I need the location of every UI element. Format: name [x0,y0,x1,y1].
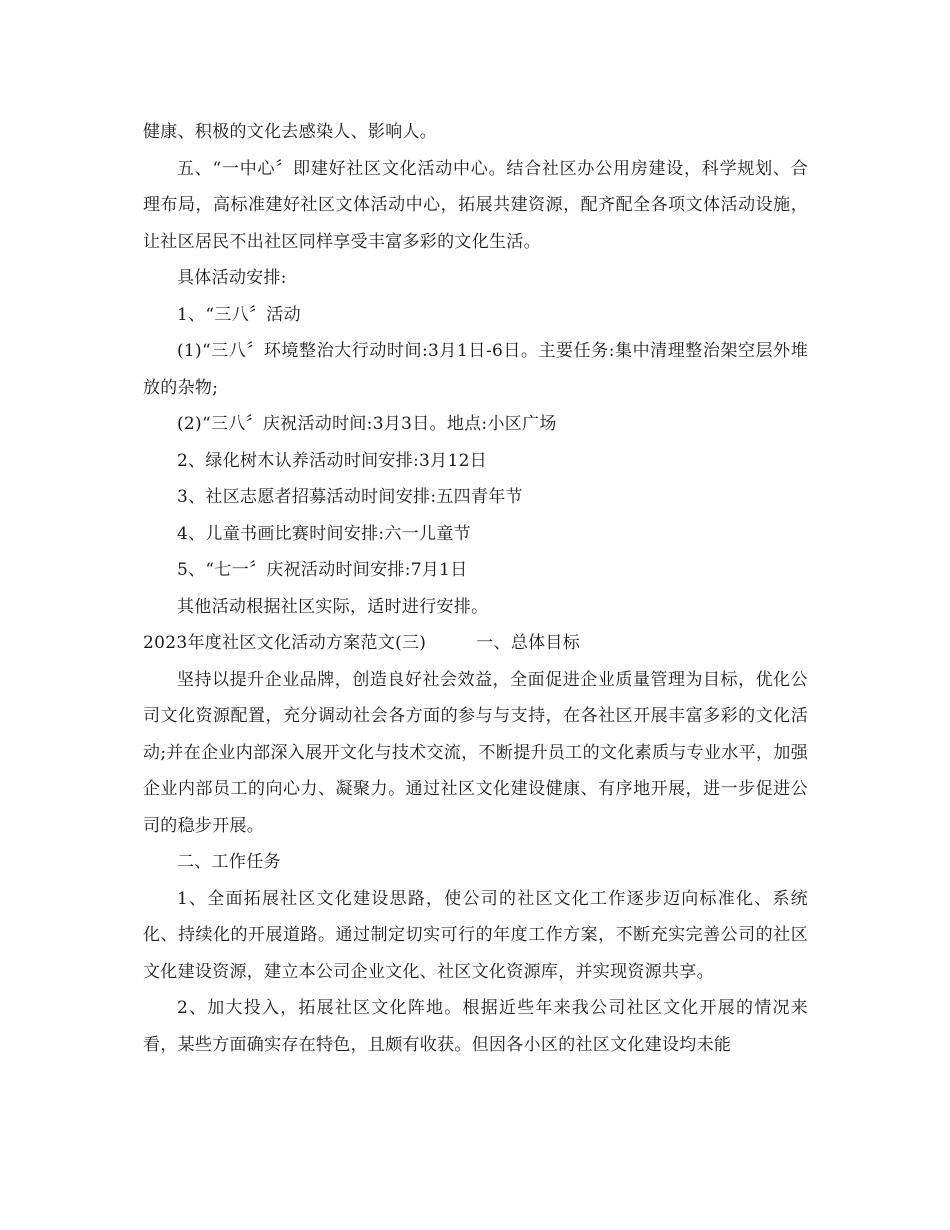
paragraph-activity-schedule-heading: 具体活动安排: [177,268,287,288]
paragraph-task-two: 2、加大投入，拓展社区文化阵地。根据近些年来我公司社区文化开展的情况来看，某些方面确实存在特色，且颇有收获。但因各小区的社区文化建设均未能 [143,998,808,1055]
section-title-overall-goal: 一、总体目标 [476,633,581,653]
document-title: 2023年度社区文化活动方案范文(三) [143,633,427,653]
list-item-celebration: (2)“三八〞庆祝活动时间:3月3日。地点:小区广场 [177,414,557,434]
paragraph-task-one: 1、全面拓展社区文化建设思路，使公司的社区文化工作逐步迈向标准化、系统化、持续化的开展道路。通过制定切实可行的年度工作方案，不断充实完善公司的社区文化建设资源，建立本公司企业文化、社区文化资源库，并实现资源共享。 [143,888,808,982]
list-item-july-first: 5、“七一〞庆祝活动时间安排:7月1日 [177,560,468,580]
list-item-environment-cleanup: (1)“三八〞环境整治大行动时间:3月1日-6日。主要任务:集中清理整治架空层外堆放的杂物; [143,341,808,398]
paragraph-continuation: 健康、积极的文化去感染人、影响人。 [143,122,438,142]
document-body [143,114,808,1063]
paragraph-other-activities: 其他活动根据社区实际，适时进行安排。 [177,596,489,617]
section-heading [143,625,808,662]
list-item-volunteer-recruitment: 3、社区志愿者招募活动时间安排:五四青年节 [177,487,523,507]
paragraph-community-center: 五、“一中心〞即建好社区文化活动中心。结合社区办公用房建设，科学规划、合理布局，高标准建好社区文体活动中心，拓展共建资源，配齐配全各项文体活动设施，让社区居民不出社区同样享受丰富多彩的文化生活。 [143,158,808,252]
paragraph-overall-goal: 坚持以提升企业品牌，创造良好社会效益，全面促进企业质量管理为目标，优化公司文化资源配置，充分调动社会各方面的参与与支持，在各社区开展丰富多彩的文化活动;并在企业内部深入展开文化与技术交流，不断提升员工的文化素质与专业水平，加强企业内部员工的向心力、凝聚力。通过社区文化建设健康、有序地开展，进一步促进公司的稳步开展。 [143,669,808,836]
list-item-march-eighth: 1、“三八〞活动 [177,304,301,325]
list-item-tree-adoption: 2、绿化树木认养活动时间安排:3月12日 [177,450,487,471]
list-item-children-painting: 4、儿童书画比赛时间安排:六一儿童节 [177,523,471,544]
section-title-work-tasks: 二、工作任务 [177,852,281,872]
